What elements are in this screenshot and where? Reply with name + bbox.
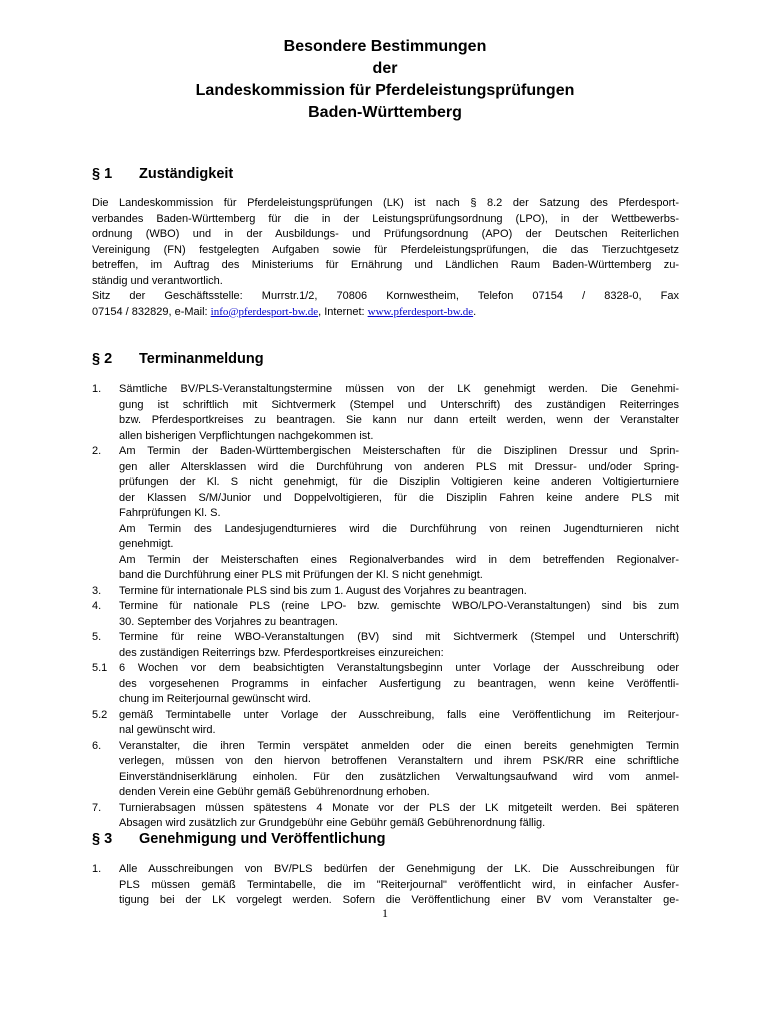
list-item-line: Veranstalter, die ihren Termin verspätet anmelden oder die einen bereits genehmigten Termin (119, 739, 679, 752)
section-1-body (92, 196, 679, 320)
section-1-heading (92, 166, 233, 182)
list-item-line: allen bisherigen Verpflichtungen nachgekommen ist. (119, 429, 374, 442)
list-item-line: tigung bei der LK vorgelegt werden. Sofern die Veröffentlichung einer BV vom Veranstalter ge- (119, 894, 679, 906)
list-item-number: 1. (92, 383, 102, 395)
list-item-number: 6. (92, 739, 102, 752)
list-item-text (119, 862, 679, 909)
list-item-line: band die Durchführung einer PLS mit Prüfungen der Kl. S nicht genehmigt. (119, 569, 483, 581)
list-item-number: 5.2 (92, 708, 108, 721)
list-item-number: 7. (92, 801, 102, 814)
contact-mid: , Internet: (318, 305, 368, 318)
title-line-4: Baden-Württemberg (308, 104, 462, 121)
list-item-line: bzw. Pferdesportkreises zu beantragen. Sie kann nur dann erteilt werden, wenn der Veranstalter (119, 414, 679, 426)
list-item-line: Turnierabsagen müssen spätestens 4 Monate vor der PLS der LK mitgeteilt werden. Bei späteren (119, 801, 679, 814)
section-1-line: Vereinigung (FN) festgelegten Aufgaben sowie für Pferdeleistungsprüfungen, die das Tierzuchtgesetz (92, 243, 679, 256)
list-item-line: genehmigt. (119, 538, 174, 550)
section-1-line: ordnung (WBO) und in der Ausbildungs- und Prüfungsordnung (APO) der Deutschen Reiterlichen (92, 228, 679, 240)
list-item-number: 5.1 (92, 662, 108, 674)
list-item-line: Alle Ausschreibungen von BV/PLS bedürfen der Genehmigung der LK. Die Ausschreibungen für (119, 863, 679, 875)
list-item-line: Termine für internationale PLS sind bis zum 1. August des Vorjahres zu beantragen. (119, 584, 527, 597)
list-item-text (119, 661, 679, 708)
section-1-line: Sitz der Geschäftsstelle: Murrstr.1/2, 70806 Kornwestheim, Telefon 07154 / 8328-0, Fax (92, 290, 679, 302)
contact-prefix: 07154 / 832829, e-Mail: (92, 305, 211, 318)
list-item-text (119, 444, 679, 584)
section-1-line: verbandes Baden-Württemberg für die in der Leistungsprüfungsordnung (LPO), in der Wettbewerbs- (92, 212, 679, 225)
list-item-line: 6 Wochen vor dem beabsichtigten Veranstaltungsbeginn unter Vorlage der Ausschreibung oder (119, 662, 679, 674)
page-number: 1 (382, 906, 388, 920)
list-item-text (119, 801, 679, 832)
list-item-line: Am Termin der Baden-Württembergischen Meisterschaften für die Disziplinen Dressur und Sprin- (119, 445, 679, 457)
list-item-line: Absagen wird zusätzlich zur Grundgebühr eine Gebühr gemäß Gebührenordnung fällig. (119, 817, 546, 829)
list-item-line: chung im Reiterjournal gewünscht wird. (119, 693, 311, 705)
list-item-line: denden Verein eine Gebühr gemäß Gebührenordnung erhoben. (119, 786, 430, 798)
list-item-text (119, 599, 679, 630)
list-item-number: 1. (92, 863, 102, 875)
contact-line (92, 305, 679, 321)
list-item-line: Fahrprüfungen Kl. S. (119, 507, 221, 519)
list-item-text (119, 708, 679, 739)
list-item-line: nal gewünscht wird. (119, 724, 216, 736)
list-item-number: 4. (92, 600, 102, 612)
list-item-number: 3. (92, 584, 102, 597)
document-title (0, 36, 770, 124)
list-item-line: prüfungen der Kl. S nicht genehmigt, für die Disziplin Voltigieren keine anderen Voltigierturniere (119, 476, 679, 488)
section-2-title: Terminanmeldung (139, 351, 264, 367)
email-link[interactable]: info@pferdesport-bw.de (210, 305, 319, 318)
list-item-line: Am Termin des Landesjugendturnieres wird die Durchführung von reinen Jugendturnieren nicht (119, 522, 679, 535)
section-3-title: Genehmigung und Veröffentlichung (139, 831, 386, 847)
list-item-line: des zuständigen Reiterrings bzw. Pferdesportkreises einzureichen: (119, 646, 444, 659)
list-item-line: Termine für nationale PLS (reine LPO- bzw. gemischte WBO/LPO-Veranstaltungen) sind bis zum (119, 600, 679, 612)
list-item-line: Termine für reine WBO-Veranstaltungen (BV) sind mit Sichtvermerk (Stempel und Unterschrift) (119, 631, 679, 643)
list-item-number: 2. (92, 445, 102, 457)
list-item-line: gung ist schriftlich mit Sichtvermerk (Stempel und Unterschrift) des zuständigen Reiterringes (119, 398, 679, 411)
section-1-line: ständig und verantwortlich. (92, 274, 223, 287)
list-item-text (119, 584, 679, 600)
list-item-text (119, 630, 679, 661)
list-item-line: 30. September des Vorjahres zu beantragen. (119, 615, 338, 628)
section-1-title: Zuständigkeit (139, 166, 234, 182)
section-1-line: Die Landeskommission für Pferdeleistungsprüfungen (LK) ist nach § 8.2 der Satzung des Pferdesport- (92, 197, 679, 209)
title-line-2: der (372, 60, 398, 77)
list-item-text (119, 382, 679, 444)
title-line-1: Besondere Bestimmungen (283, 38, 487, 55)
list-item-line: gen aller Altersklassen wird die Durchführung von anderen PLS mit Dressur- und/oder Spring- (119, 460, 679, 473)
list-item-line: der Klassen S/M/Junior und Doppelvoltigieren, für die Disziplin Fahren keine andere PLS mit (119, 491, 679, 504)
list-item-line: PLS müssen gemäß Termintabelle, die im "Reiterjournal" veröffentlicht wird, in einfacher Ausfer- (119, 878, 679, 891)
list-item-line: Einverständniserklärung einholen. Für den zusätzlichen Verwaltungsaufwand wird vom anmel- (119, 770, 679, 783)
list-item-line: gemäß Termintabelle unter Vorlage der Ausschreibung, falls eine Veröffentlichung im Reiterjour- (119, 708, 679, 721)
list-item-line: des vorgesehenen Programms in einfacher Ausfertigung zu beantragen, wenn keine Veröffentli- (119, 677, 679, 690)
list-item-text (119, 739, 679, 801)
list-item-number: 5. (92, 631, 102, 643)
section-2-number: § 2 (92, 351, 113, 367)
list-item-line: Am Termin der Meisterschaften eines Regionalverbandes wird in dem betreffenden Regionalver- (119, 553, 679, 566)
title-line-3: Landeskommission für Pferdeleistungsprüfungen (195, 82, 575, 99)
section-3-heading (92, 831, 386, 847)
website-link[interactable]: www.pferdesport-bw.de (367, 305, 474, 318)
section-1-line: betreffen, im Auftrag des Ministeriums für Ernährung und Ländlichen Raum Baden-Württemberg zu- (92, 259, 679, 271)
list-item-line: Sämtliche BV/PLS-Veranstaltungstermine müssen von der LK genehmigt werden. Die Genehmi- (119, 383, 679, 395)
list-item-line: verlegen, müssen von den hiervon betroffenen Veranstaltern und ihrem PSK/RR eine schriftliche (119, 755, 679, 767)
section-2-heading (92, 351, 264, 367)
section-3-number: § 3 (92, 831, 113, 847)
contact-end: . (473, 305, 477, 318)
section-1-number: § 1 (92, 166, 113, 182)
